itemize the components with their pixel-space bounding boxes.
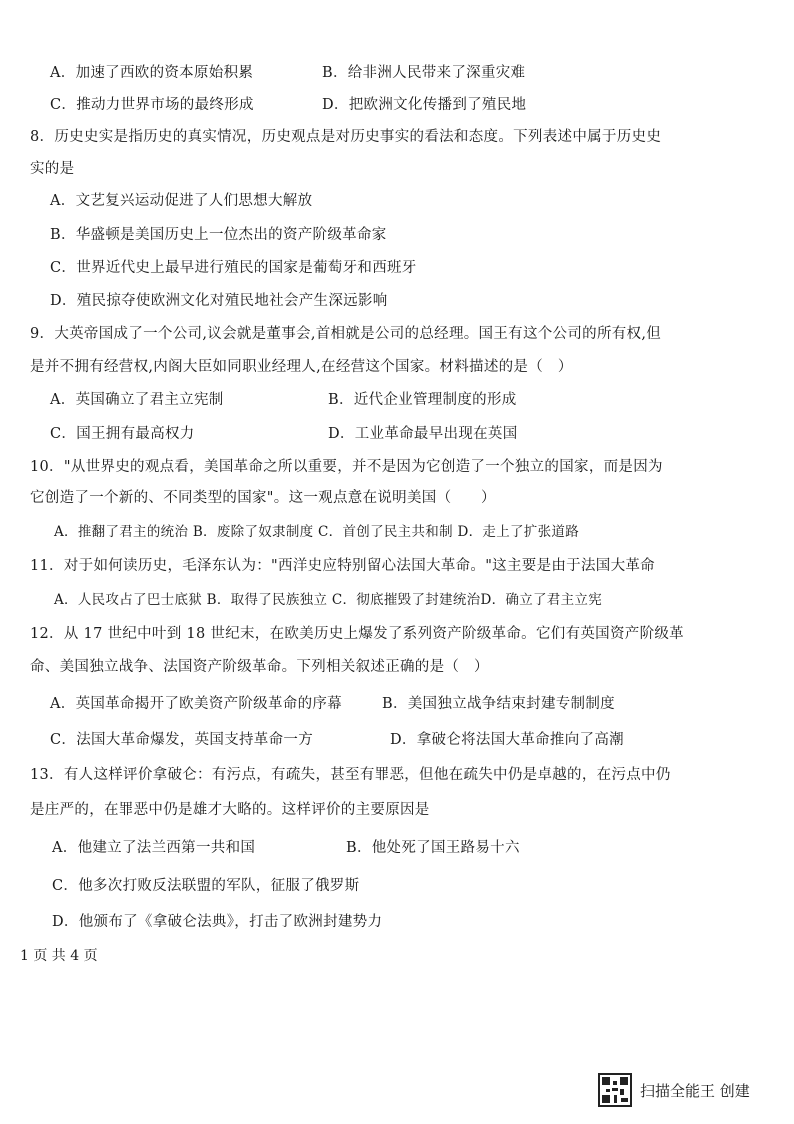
q7-option-b: B．给非洲人民带来了深重灾难 (322, 65, 526, 81)
q9-stem-line2: 是并不拥有经营权,内阁大臣如同职业经理人,在经营这个国家。材料描述的是（ ） (30, 359, 573, 375)
q13-option-d: D．他颁布了《拿破仑法典》，打击了欧洲封建势力 (52, 914, 383, 930)
q9-option-b: B．近代企业管理制度的形成 (328, 392, 517, 408)
q9-option-c: C．国王拥有最高权力 (50, 426, 195, 442)
q12-stem-line2: 命、美国独立战争、法国资产阶级革命。下列相关叙述正确的是（ ） (30, 659, 489, 675)
q13-stem-line1: 13．有人这样评价拿破仑：有污点，有疏失，甚至有罪恶，但他在疏失中仍是卓越的，在污点中仍 (30, 767, 671, 783)
scanner-watermark-text: 扫描全能王 创建 (640, 1082, 750, 1100)
q8-option-a: A．文艺复兴运动促进了人们思想大解放 (50, 193, 313, 209)
q9-option-d: D．工业革命最早出现在英国 (328, 426, 518, 442)
q12-option-d: D．拿破仑将法国大革命推向了高潮 (390, 732, 624, 748)
q12-option-c: C．法国大革命爆发，英国支持革命一方 (50, 732, 313, 748)
q8-stem-line1: 8．历史史实是指历史的真实情况，历史观点是对历史事实的看法和态度。下列表述中属于历史史 (30, 129, 662, 145)
q10-stem-line2: 它创造了一个新的、不同类型的国家"。这一观点意在说明美国（ ） (30, 490, 496, 506)
q10-options: A．推翻了君主的统治 B．废除了奴隶制度 C．首创了民主共和制 D．走上了扩张道路 (54, 524, 579, 540)
q11-options: A．人民攻占了巴士底狱 B．取得了民族独立 C．彻底摧毁了封建统治D．确立了君主立宪 (54, 592, 603, 608)
q13-option-c: C．他多次打败反法联盟的军队，征服了俄罗斯 (52, 878, 360, 894)
q12-stem-line1: 12．从 17 世纪中叶到 18 世纪末，在欧美历史上爆发了系列资产阶级革命。它们有英国资产阶级革 (30, 626, 684, 642)
q11-stem: 11．对于如何读历史，毛泽东认为："西洋史应特别留心法国大革命。"这主要是由于法国大革命 (30, 558, 655, 574)
q13-option-a: A．他建立了法兰西第一共和国 (52, 840, 256, 856)
q12-option-a: A．英国革命揭开了欧美资产阶级革命的序幕 (50, 696, 342, 712)
q10-stem-line1: 10．"从世界史的观点看，美国革命之所以重要，并不是因为它创造了一个独立的国家，而是因为 (30, 459, 663, 475)
q8-option-d: D．殖民掠夺使欧洲文化对殖民地社会产生深远影响 (50, 293, 388, 309)
q12-option-b: B．美国独立战争结束封建专制制度 (382, 696, 615, 712)
q7-option-c: C．推动力世界市场的最终形成 (50, 97, 254, 113)
q9-option-a: A．英国确立了君主立宪制 (50, 392, 224, 408)
qr-code-icon (598, 1073, 632, 1107)
q9-stem-line1: 9．大英帝国成了一个公司,议会就是董事会,首相就是公司的总经理。国王有这个公司的所有权,但 (30, 326, 662, 342)
q7-option-d: D．把欧洲文化传播到了殖民地 (322, 97, 527, 113)
q8-stem-line2: 实的是 (30, 161, 75, 177)
page-info: 1 页 共 4 页 (20, 948, 98, 964)
q13-option-b: B．他处死了国王路易十六 (346, 840, 520, 856)
q7-option-a: A．加速了西欧的资本原始积累 (50, 65, 254, 81)
q8-option-c: C．世界近代史上最早进行殖民的国家是葡萄牙和西班牙 (50, 260, 417, 276)
q13-stem-line2: 是庄严的，在罪恶中仍是雄才大略的。这样评价的主要原因是 (30, 802, 430, 818)
q8-option-b: B．华盛顿是美国历史上一位杰出的资产阶级革命家 (50, 227, 387, 243)
